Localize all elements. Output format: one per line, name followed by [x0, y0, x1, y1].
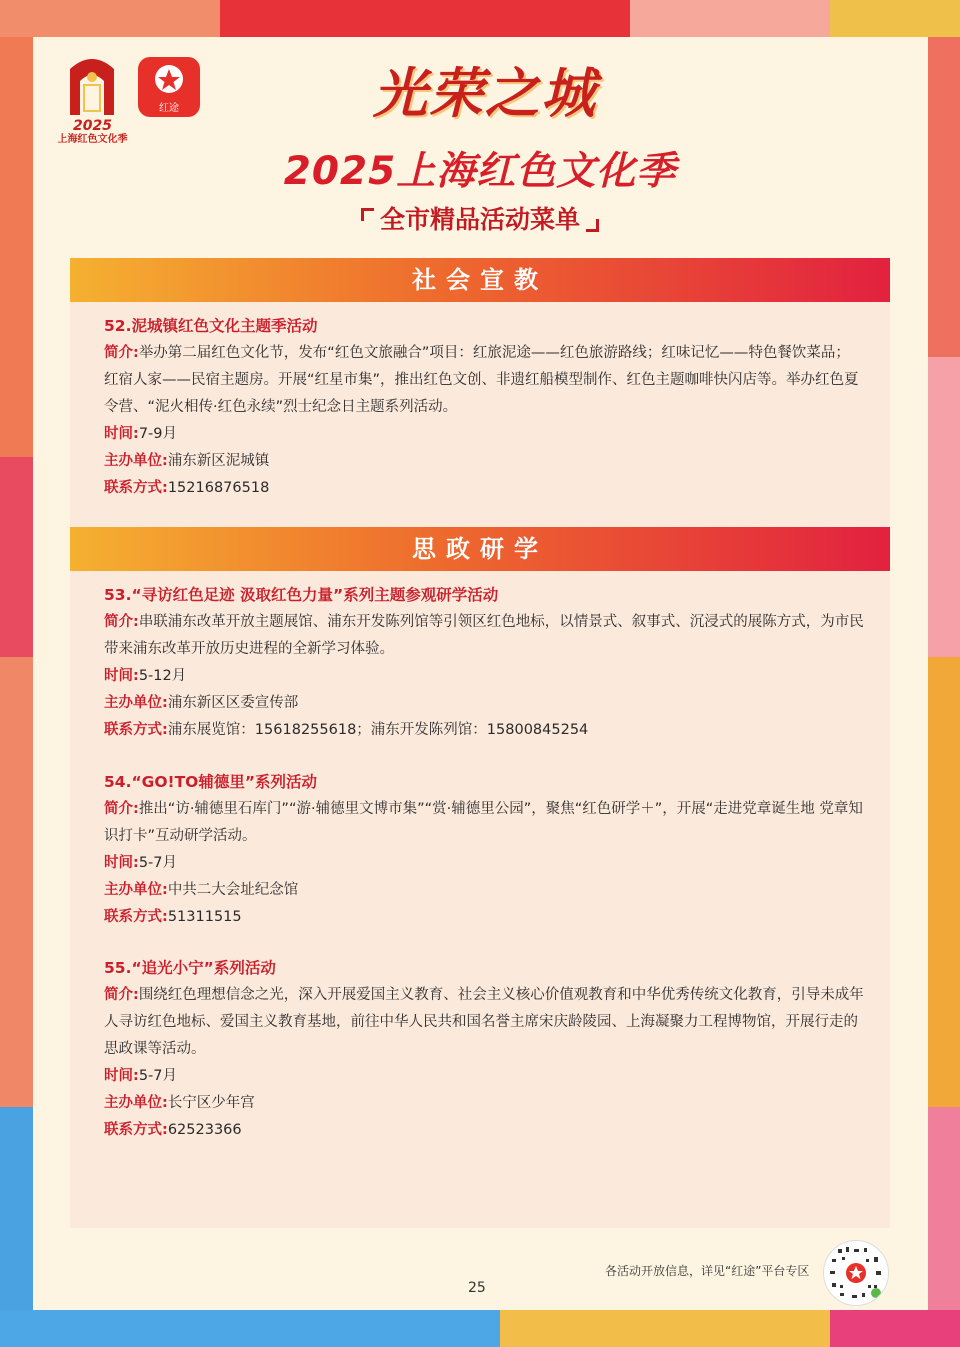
activity-time: 时间:5-7月 [104, 855, 177, 871]
hongtu-caption: 红途 [159, 103, 179, 114]
activity-item [104, 955, 864, 1144]
border-block [0, 657, 33, 1107]
activity-time: 时间:7-9月 [104, 426, 177, 442]
activity-contact: 联系方式:15216876518 [104, 480, 270, 496]
activity-intro: 简介:举办第二届红色文化节，发布“红色文旅融合”项目：红旅泥途——红色旅游路线；红味记忆——特色餐饮菜品；红宿人家——民宿主题房。开展“红星市集”，推出红色文创、非遗红船模型制作、红色主题咖啡快闪店等。举办红色夏令营、“泥火相传·红色永续”烈士纪念日主题系列活动。 [104, 345, 859, 415]
gate-icon [50, 55, 135, 117]
logo-year: 2025 [73, 118, 112, 134]
activity-host: 主办单位:中共二大会址纪念馆 [104, 882, 299, 898]
activity-intro: 简介:推出“访·辅德里石库门”“游·辅德里文博市集”“赏·辅德里公园”，聚焦“红色研学＋”，开展“走进党章诞生地 党章知识打卡”互动研学活动。 [104, 801, 863, 844]
star-icon [138, 57, 200, 99]
border-block [220, 0, 630, 37]
border-block [0, 0, 220, 37]
logo-caption: 上海红色文化季 [57, 134, 128, 145]
border-block [928, 657, 960, 1107]
activity-intro: 简介:围绕红色理想信念之光，深入开展爱国主义教育、社会主义核心价值观教育和中华优秀传统文化教育，引导未成年人寻访红色地标、爱国主义教育基地，前往中华人民共和国名誉主席宋庆龄陵园、上海凝聚力工程博物馆，开展行走的思政课等活动。 [104, 987, 864, 1057]
activity-heading: 54.“GO!TO辅德里”系列活动 [104, 773, 318, 791]
bracket-right-icon [586, 219, 599, 232]
activity-item [104, 769, 864, 931]
subtitle [330, 200, 630, 236]
border-block [928, 357, 960, 657]
qr-code-icon[interactable] [823, 1240, 889, 1306]
border-block [630, 0, 830, 37]
section-band: 社会宣教 [70, 258, 890, 302]
border-block [830, 1310, 960, 1347]
calligraphy-title: 光荣之城 [373, 61, 597, 125]
page-number: 25 [468, 1280, 486, 1296]
activity-contact: 联系方式:62523366 [104, 1122, 242, 1138]
border-block [0, 457, 33, 657]
activity-host: 主办单位:浦东新区区委宣传部 [104, 695, 299, 711]
activity-host: 主办单位:长宁区少年宫 [104, 1095, 255, 1111]
subtitle-text: 全市精品活动菜单 [379, 205, 580, 234]
activity-item [104, 582, 864, 744]
activity-contact: 联系方式:51311515 [104, 909, 242, 925]
activity-heading: 52.泥城镇红色文化主题季活动 [104, 317, 318, 335]
border-block [0, 37, 33, 457]
activity-time: 时间:5-7月 [104, 1068, 177, 1084]
section-band: 思政研学 [70, 527, 890, 571]
hongtu-logo [138, 57, 200, 117]
border-block [830, 0, 960, 37]
footer-note: 各活动开放信息，详见“红途”平台专区 [605, 1264, 810, 1278]
border-block [500, 1310, 830, 1347]
bracket-left-icon [361, 208, 374, 221]
activity-time: 时间:5-12月 [104, 668, 187, 684]
activity-heading: 55.“追光小宁”系列活动 [104, 959, 276, 977]
activity-heading: 53.“寻访红色足迹 汲取红色力量”系列主题参观研学活动 [104, 586, 499, 604]
culture-season-logo [50, 55, 135, 150]
activity-intro: 简介:串联浦东改革开放主题展馆、浦东开发陈列馆等引领区红色地标，以情景式、叙事式、沉浸式的展陈方式，为市民带来浦东改革开放历史进程的全新学习体验。 [104, 614, 864, 657]
border-block [928, 37, 960, 357]
activity-item [104, 313, 864, 502]
activity-contact: 联系方式:浦东展览馆：15618255618；浦东开发陈列馆：15800845254 [104, 722, 589, 738]
activity-host: 主办单位:浦东新区泥城镇 [104, 453, 270, 469]
page-title: 2025上海红色文化季 [283, 149, 677, 194]
border-block [0, 1310, 500, 1347]
